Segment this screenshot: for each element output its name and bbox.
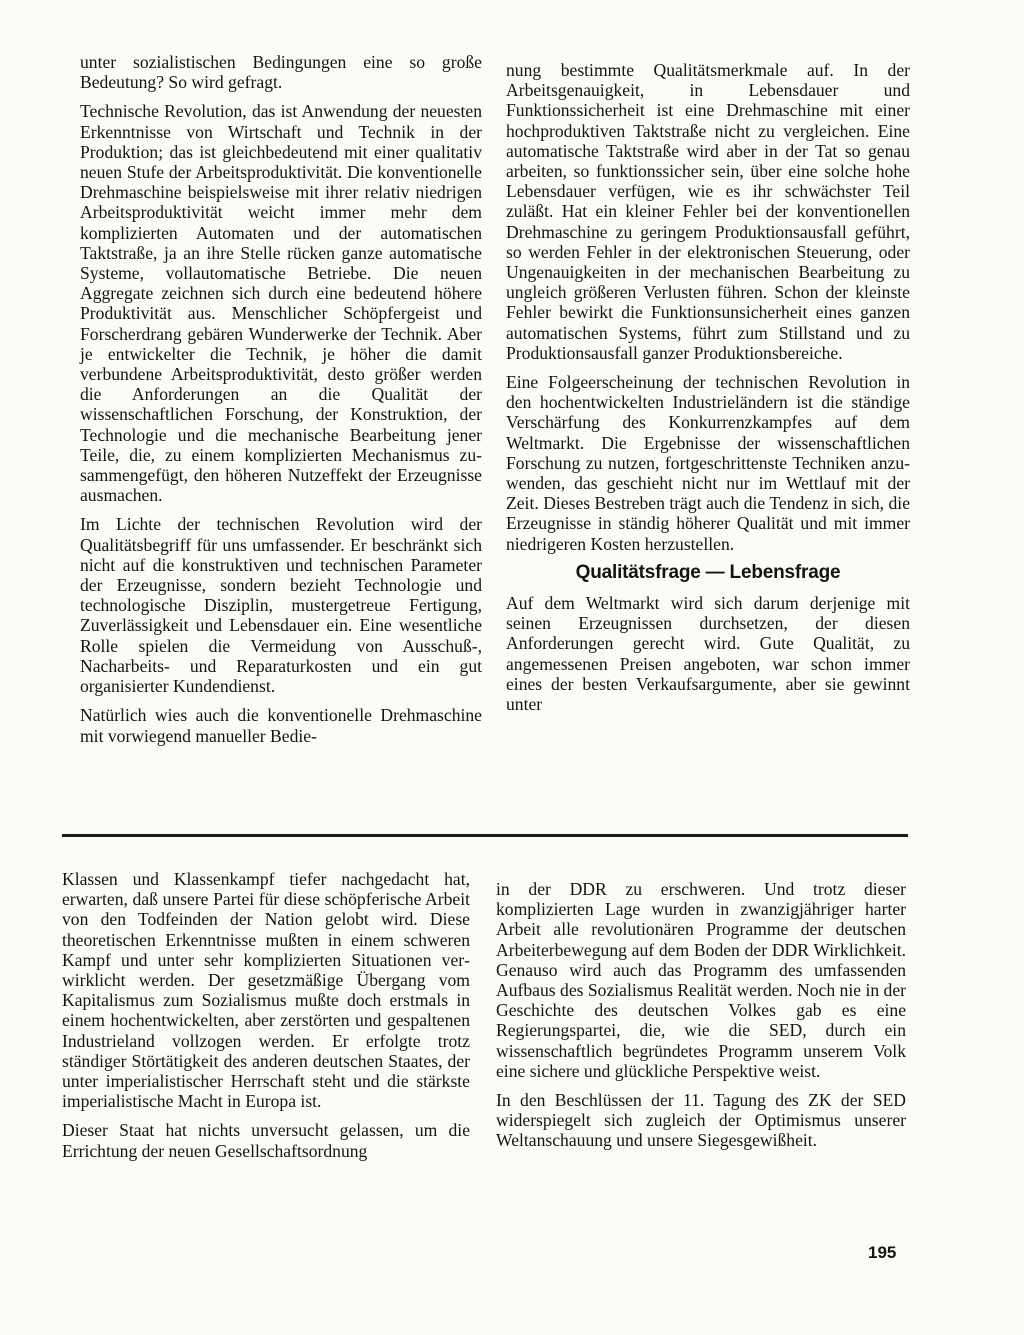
paragraph: Auf dem Weltmarkt wird sich darum derjenige mit seinen Erzeugnissen durchsetzen, der diesen Anforderungen gerecht wird. Gute Qualität, zu angemessenen Preisen angeboten, war schon immer eines der besten Verkaufsargumente, aber sie gewinnt unter xyxy=(506,593,910,715)
section-divider xyxy=(62,834,908,837)
section-heading: Qualitätsfrage — Lebensfrage xyxy=(575,561,841,583)
paragraph: Eine Folgeerscheinung der technischen Revolution in den hochentwickelten Industrieländern ist die ständige Verschärfung des Konkurrenzkampfes auf dem Weltmarkt. Die Ergebnisse der wissenschaftlichen Forschung zu nutzen, fortgeschrittenste Techniken anzuwenden, das geschieht nicht nur im Wettlauf mit der Zeit. Dieses Bestreben trägt auch die Tendenz in sich, die Erzeugnisse in ständig höherer Qualität und mit immer niedrigeren Kosten herzustellen. xyxy=(506,372,910,554)
paragraph: in der DDR zu erschweren. Und trotz dieser komplizierten Lage wurden in zwanzigjähriger harter Arbeit alle revolutionären Programme der deutschen Arbeiterbewegung auf dem Boden der DDR Wirklichkeit. Genauso wird auch das Programm des umfassenden Aufbaus des Sozialismus Realität werden. Noch nie in der Geschichte des deutschen Volkes gab es eine Regierungspartei, die, wie die SED, durch ein wissenschaftlich begründetes Programm unserem Volk eine sichere und glückliche Perspektive weist. xyxy=(496,879,906,1081)
paragraph: Klassen und Klassenkampf tiefer nachgedacht hat, erwarten, daß unsere Partei für diese schöpferische Arbeit von den Todfeinden der Nation gelobt wird. Diese theoretischen Erkenntnisse mußten in einem schweren Kampf und unter sehr komplizierten Situationen verwirklicht werden. Der gesetzmäßige Übergang vom Kapitalismus zum Sozialismus mußte doch erstmals in einem hochentwickelten, aber zerstörten und gespaltenen Industrieland vollzogen werden. Er erfolgte trotz ständiger Störtätigkeit des anderen deutschen Staates, der unter imperialistischer Herrschaft steht und die stärkste imperialistische Macht in Europa ist. xyxy=(62,869,470,1112)
text-column-lower-right xyxy=(496,879,906,1151)
page-number: 195 xyxy=(868,1243,897,1262)
paragraph: Technische Revolution, das ist Anwendung der neuesten Erkenntnisse von Wirtschaft und Technik in der Produktion; das ist gleichbedeutend mit einer qualitativ neuen Stufe der Arbeitsproduktivität. Die konventionelle Drehmaschine beispielsweise mit ihrer relativ niedrigen Arbeitsproduktivität weicht immer mehr dem komplizierten Automaten und der automatischen Taktstraße, ja an ihre Stelle rücken ganze automatische Systeme, vollautomatische Betriebe. Die neuen Aggregate zeichnen sich durch eine bedeutend höhere Produktivität aus. Menschlicher Schöpfergeist und Forscherdrang gebären Wunderwerke der Technik. Aber je entwickelter die Technik, je höher die damit verbundene Arbeitsproduktivität, desto größer werden die Anforderungen an die Qualität der wissenschaftlichen Forschung, der Konstruktion, der Technologie und die mechanische Bearbeitung jener Teile, die, zu einem komplizierten Mechanismus zusammengefügt, den höheren Nutzeffekt der Erzeugnisse ausmachen. xyxy=(80,101,482,506)
paragraph: In den Beschlüssen der 11. Tagung des ZK der SED widerspiegelt sich zugleich der Optimismus unserer Weltanschauung und unsere Siegesgewißheit. xyxy=(496,1090,906,1151)
text-column-upper-right xyxy=(506,60,910,714)
paragraph: Im Lichte der technischen Revolution wird der Qualitätsbegriff für uns umfassender. Er beschränkt sich nicht auf die konstruktiven und technischen Parameter der Erzeugnisse, sondern bezieht Technologie und technologische Disziplin, mustergetreue Fertigung, Zuverlässigkeit und Lebensdauer ein. Eine wesentliche Rolle spielen die Vermeidung von Ausschuß-, Nacharbeits- und Reparaturkosten und ein gut organisierter Kundendienst. xyxy=(80,514,482,697)
text-column-lower-left xyxy=(62,869,470,1161)
paragraph: Dieser Staat hat nichts unversucht gelassen, um die Errichtung der neuen Gesellschaftsordnung xyxy=(62,1120,470,1161)
text-column-upper-left xyxy=(80,52,482,746)
paragraph: unter sozialistischen Bedingungen eine so große Bedeutung? So wird gefragt. xyxy=(80,52,482,93)
paragraph: Natürlich wies auch die konventionelle Drehmaschine mit vorwiegend manueller Bedie- xyxy=(80,705,482,746)
paragraph: nung bestimmte Qualitätsmerkmale auf. In der Arbeitsgenauigkeit, in Lebensdauer und Funktionssicherheit ist eine Drehmaschine mit einer hochproduktiven Taktstraße nicht zu vergleichen. Eine automatische Taktstraße wird aber in der Tat so genau arbeiten, so funktionssicher sein, über eine solche hohe Lebensdauer verfügen, wie es ihr schwächster Teil zuläßt. Hat ein kleiner Fehler bei der konventionellen Drehmaschine zu geringem Produktionsausfall geführt, so werden Fehler in der elektronischen Steuerung, oder Ungenauigkeiten in der mechanischen Bearbeitung zu ungleich größeren Verlusten führen. Schon der kleinste Fehler bewirkt die Funktionsunsicherheit eines ganzen automatischen Systems, führt zum Stillstand und zu Produktionsausfall ganzer Produktionsbereiche. xyxy=(506,60,910,363)
